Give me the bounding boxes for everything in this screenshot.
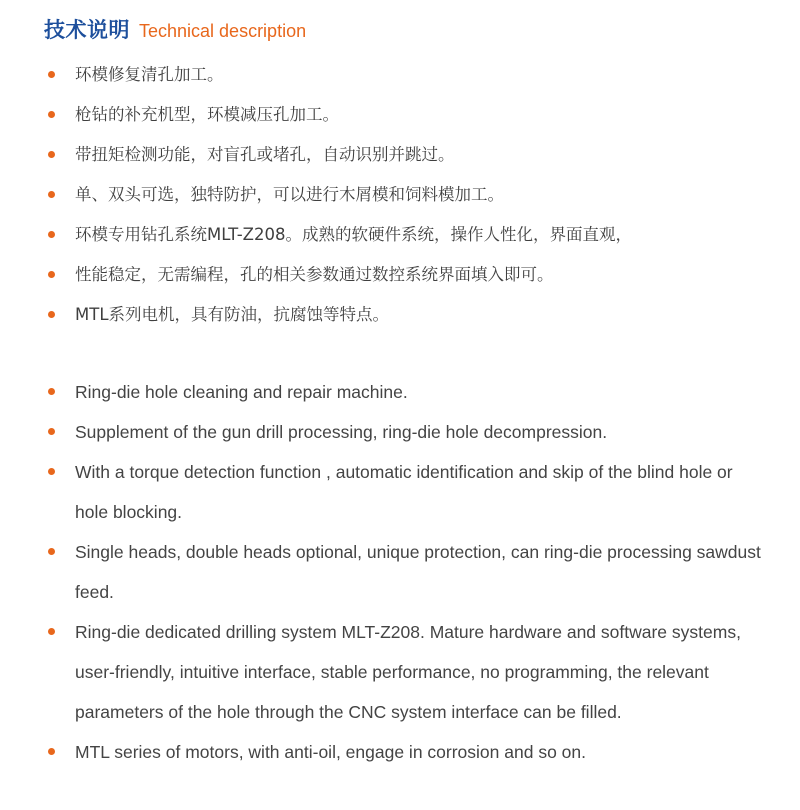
list-item xyxy=(0,452,765,532)
section-header xyxy=(44,14,306,48)
list-item xyxy=(0,532,765,612)
bullet-dot-icon xyxy=(48,548,55,555)
list-item xyxy=(0,175,765,215)
list-item-text: 带扭矩检测功能，对盲孔或堵孔，自动识别并跳过。 xyxy=(75,145,455,164)
feature-list-zh xyxy=(0,55,765,335)
section-title-en: Technical description xyxy=(139,21,307,41)
list-item xyxy=(0,215,765,255)
feature-list-en xyxy=(0,372,765,772)
list-item xyxy=(0,372,765,412)
list-item-text: 性能稳定，无需编程，孔的相关参数通过数控系统界面填入即可。 xyxy=(75,265,554,284)
section-title-zh: 技术说明 xyxy=(44,18,130,42)
list-item xyxy=(0,55,765,95)
list-item xyxy=(0,95,765,135)
list-item-text: 环模专用钻孔系统MLT-Z208。成熟的软硬件系统，操作人性化，界面直观， xyxy=(75,225,632,244)
bullet-dot-icon xyxy=(48,271,55,278)
bullet-dot-icon xyxy=(48,428,55,435)
list-item-text: 单、双头可选，独特防护，可以进行木屑模和饲料模加工。 xyxy=(75,185,504,204)
bullet-dot-icon xyxy=(48,748,55,755)
bullet-dot-icon xyxy=(48,388,55,395)
list-item-text: 枪钻的补充机型，环模减压孔加工。 xyxy=(75,105,339,124)
list-item-text: 环模修复清孔加工。 xyxy=(75,65,224,84)
bullet-dot-icon xyxy=(48,191,55,198)
list-item xyxy=(0,255,765,295)
list-item-text: Ring-die dedicated drilling system MLT-Z208. Mature hardware and software systems, user-friendly, intuitive interface, stable performance, no programming, the relevant parameters of the hole through the CNC system interface can be filled. xyxy=(75,622,741,722)
list-item xyxy=(0,295,765,335)
list-item-text: MTL系列电机，具有防油，抗腐蚀等特点。 xyxy=(75,305,390,324)
list-item xyxy=(0,135,765,175)
list-item xyxy=(0,612,765,732)
bullet-dot-icon xyxy=(48,468,55,475)
bullet-dot-icon xyxy=(48,628,55,635)
list-item-text: Ring-die hole cleaning and repair machine. xyxy=(75,382,408,402)
bullet-dot-icon xyxy=(48,231,55,238)
list-item xyxy=(0,732,765,772)
list-item xyxy=(0,412,765,452)
bullet-dot-icon xyxy=(48,71,55,78)
bullet-dot-icon xyxy=(48,111,55,118)
list-item-text: MTL series of motors, with anti-oil, engage in corrosion and so on. xyxy=(75,742,586,762)
bullet-dot-icon xyxy=(48,311,55,318)
bullet-dot-icon xyxy=(48,151,55,158)
list-item-text: Supplement of the gun drill processing, ring-die hole decompression. xyxy=(75,422,608,442)
list-item-text: Single heads, double heads optional, unique protection, can ring-die processing sawdust feed. xyxy=(75,542,761,602)
list-item-text: With a torque detection function , automatic identification and skip of the blind hole or hole blocking. xyxy=(75,462,733,522)
